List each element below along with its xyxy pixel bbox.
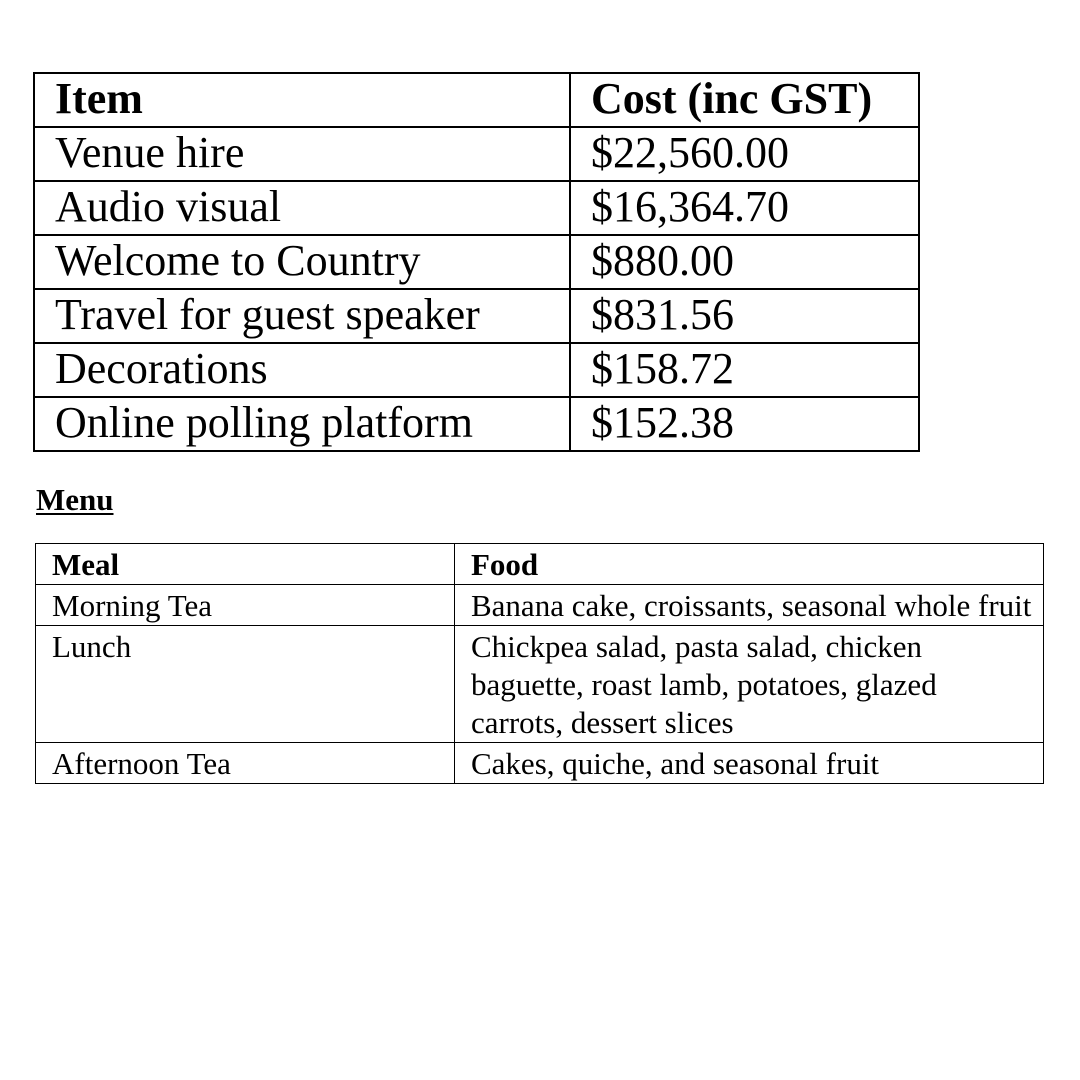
table-row (36, 626, 1044, 743)
menu-table (35, 543, 1044, 784)
food-cell: Chickpea salad, pasta salad, chicken baguette, roast lamb, potatoes, glazed carrots, dessert slices (455, 626, 1044, 743)
cost-cell: $158.72 (570, 343, 919, 397)
meal-cell: Afternoon Tea (36, 743, 455, 784)
meal-column-header: Meal (36, 544, 455, 585)
cost-cell: $152.38 (570, 397, 919, 451)
item-cell: Decorations (34, 343, 570, 397)
food-column-header: Food (455, 544, 1044, 585)
table-row (36, 585, 1044, 626)
menu-heading: Menu (36, 482, 114, 517)
food-cell: Cakes, quiche, and seasonal fruit (455, 743, 1044, 784)
item-cell: Online polling platform (34, 397, 570, 451)
cost-cell: $16,364.70 (570, 181, 919, 235)
table-row (34, 289, 919, 343)
cost-cell: $22,560.00 (570, 127, 919, 181)
table-row (36, 743, 1044, 784)
item-cell: Venue hire (34, 127, 570, 181)
item-cell: Travel for guest speaker (34, 289, 570, 343)
table-row (34, 397, 919, 451)
meal-cell: Lunch (36, 626, 455, 743)
cost-cell: $831.56 (570, 289, 919, 343)
cost-table (33, 72, 920, 452)
table-row (34, 127, 919, 181)
item-cell: Welcome to Country (34, 235, 570, 289)
menu-table-header-row (36, 544, 1044, 585)
cost-column-header: Cost (inc GST) (570, 73, 919, 127)
cost-table-header-row (34, 73, 919, 127)
item-cell: Audio visual (34, 181, 570, 235)
meal-cell: Morning Tea (36, 585, 455, 626)
cost-cell: $880.00 (570, 235, 919, 289)
item-column-header: Item (34, 73, 570, 127)
table-row (34, 235, 919, 289)
food-cell: Banana cake, croissants, seasonal whole fruit (455, 585, 1044, 626)
table-row (34, 181, 919, 235)
table-row (34, 343, 919, 397)
